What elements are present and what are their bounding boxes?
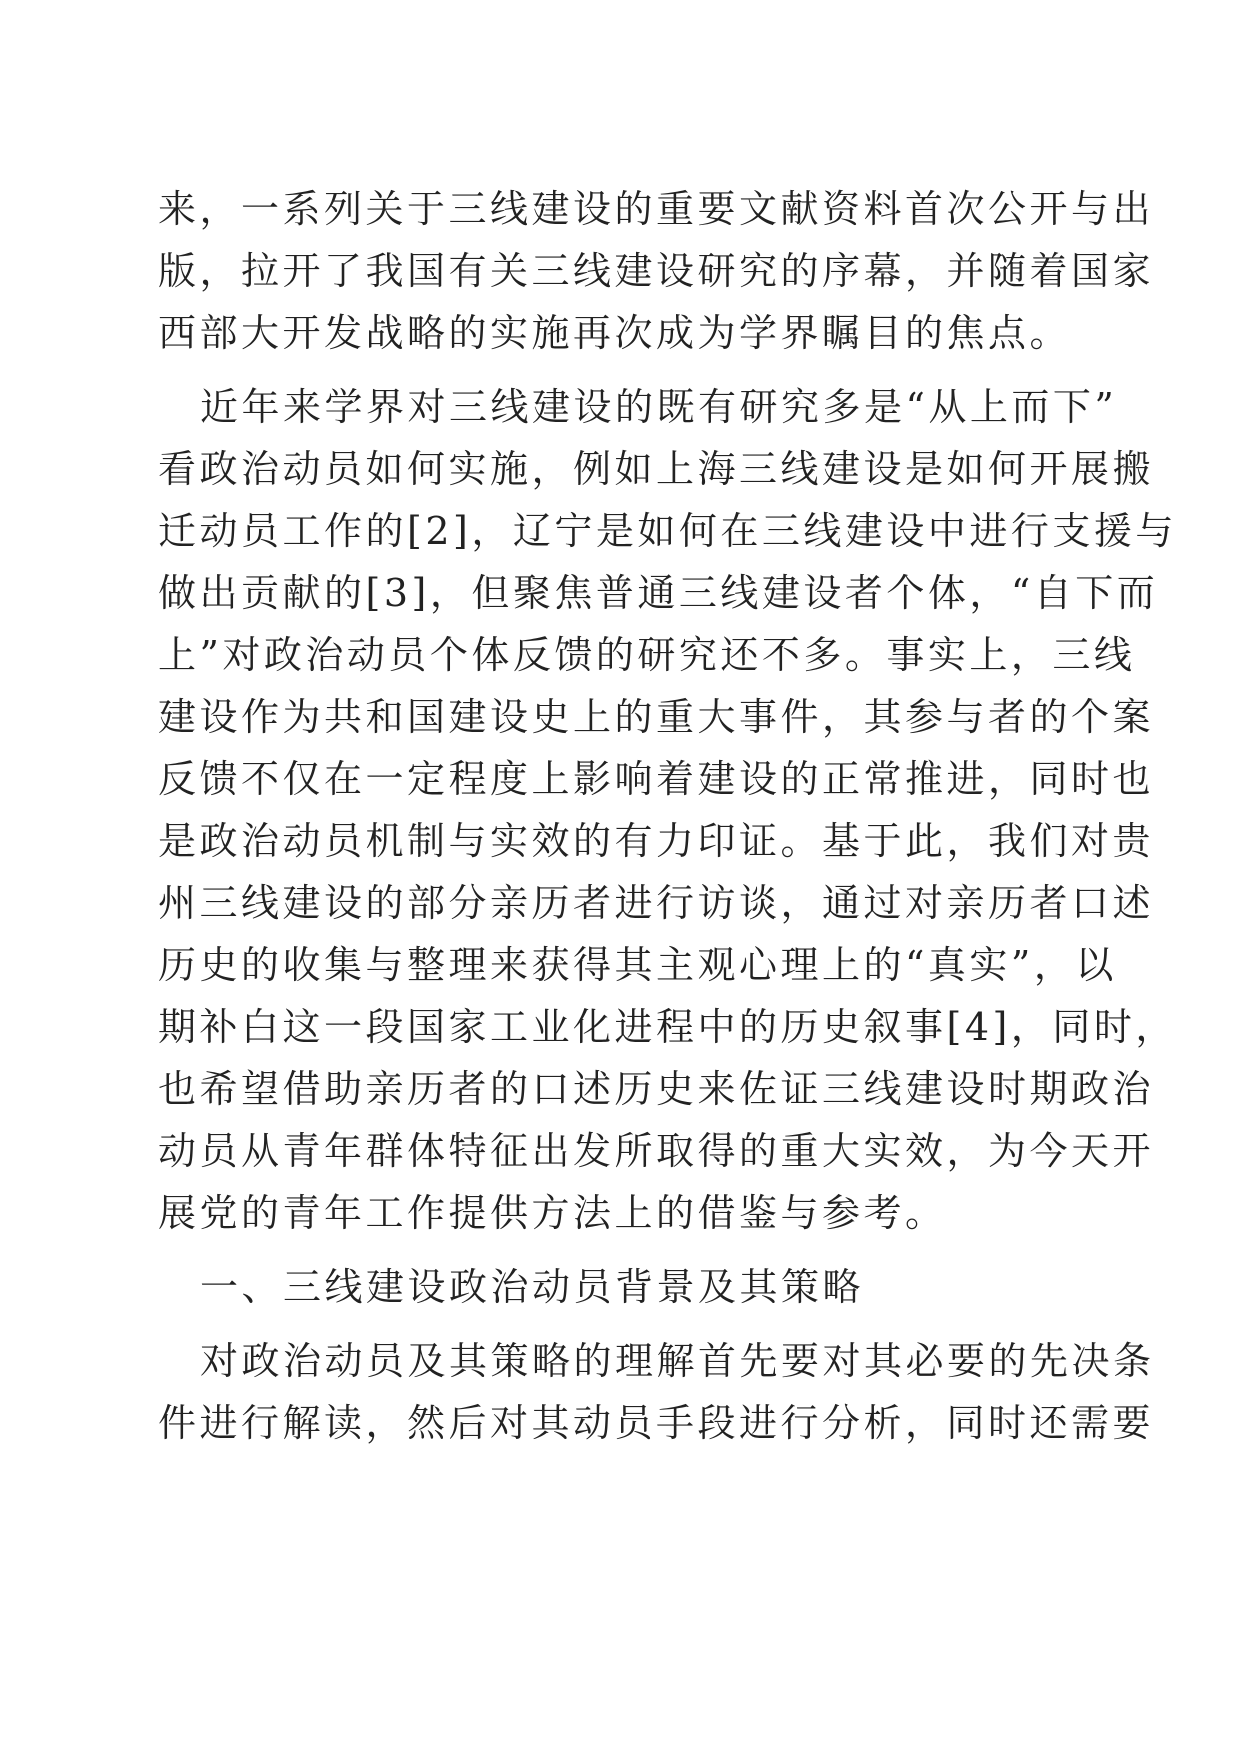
text-line: 州三线建设的部分亲历者进行访谈，通过对亲历者口述 [158, 881, 1155, 925]
section-heading [158, 1256, 1078, 1318]
text-line: 近年来学界对三线建设的既有研究多是“从上而下” [200, 385, 1118, 429]
text-line: 是政治动员机制与实效的有力印证。基于此，我们对贵 [158, 819, 1155, 863]
body-text [158, 178, 1177, 1454]
text-line: 动员从青年群体特征出发所取得的重大实效，为今天开 [158, 1129, 1155, 1173]
text-line: 期补白这一段国家工业化进程中的历史叙事[4]，同时， [158, 1005, 1177, 1049]
text-line: 来，一系列关于三线建设的重要文献资料首次公开与出 [158, 187, 1155, 231]
text-line: 迁动员工作的[2]，辽宁是如何在三线建设中进行支援与 [158, 509, 1177, 553]
text-line: 也希望借助亲历者的口述历史来佐证三线建设时期政治 [158, 1067, 1155, 1111]
text-line: 对政治动员及其策略的理解首先要对其必要的先决条 [200, 1339, 1155, 1383]
text-line: 件进行解读，然后对其动员手段进行分析，同时还需要 [158, 1401, 1155, 1445]
section-heading-text: 一、三线建设政治动员背景及其策略 [200, 1265, 865, 1309]
text-line: 做出贡献的[3]，但聚焦普通三线建设者个体，“自下而 [158, 571, 1159, 615]
paragraph-1 [158, 178, 1155, 364]
text-line: 版，拉开了我国有关三线建设研究的序幕，并随着国家 [158, 249, 1155, 293]
text-line: 历史的收集与整理来获得其主观心理上的“真实”，以 [158, 943, 1117, 987]
text-line: 看政治动员如何实施，例如上海三线建设是如何开展搬 [158, 447, 1155, 491]
text-line: 建设作为共和国建设史上的重大事件，其参与者的个案 [158, 695, 1155, 739]
text-line: 西部大开发战略的实施再次成为学界瞩目的焦点。 [158, 311, 1072, 355]
text-line: 上”对政治动员个体反馈的研究还不多。事实上，三线 [158, 633, 1136, 677]
text-line: 展党的青年工作提供方法上的借鉴与参考。 [158, 1191, 947, 1235]
paragraph-3 [158, 1330, 1155, 1454]
text-line: 反馈不仅在一定程度上影响着建设的正常推进，同时也 [158, 757, 1155, 801]
paragraph-2 [158, 376, 1177, 1244]
